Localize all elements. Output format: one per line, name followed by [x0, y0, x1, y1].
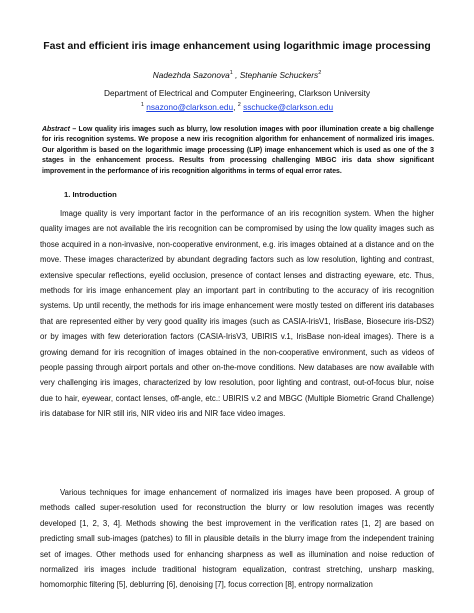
- author-name-2: Stephanie Schuckers: [239, 69, 319, 80]
- email-link-1[interactable]: nsazono@clarkson.edu: [146, 101, 234, 112]
- email-separator: ,: [233, 101, 238, 112]
- email-superscript-1: 1: [140, 102, 144, 108]
- email-superscript-2: 2: [237, 102, 241, 108]
- paper-title: Fast and efficient iris image enhancement using logarithmic image processing: [43, 41, 431, 52]
- abstract-block: [42, 125, 434, 177]
- paragraph-2: Various techniques for image enhancement of normalized iris images have been proposed. A group of methods called super-resolution used for reconstruction the blurry or low resolution images was recently developed [1, 2, 3, 4]. Methods showing the best improvement in the verification rates [1, 2] are based on predicting small sub-images (patches) to fill in plausible details in the blurry image from the independent training set of images. Other methods used for enhancing sharpness as well as illumination and noise reduction of normalized iris images include traditional histogram equalization, contrast stretching, unsharp masking, homomorphic filtering [5], deblurring [6], denoising [7], focus correction [8], entropy normalization: [40, 488, 434, 590]
- author-name-1: Nadezhda Sazonova: [152, 69, 230, 80]
- abstract-label: Abstract –: [42, 126, 77, 133]
- email-link-2[interactable]: sschucke@clarkson.edu: [243, 101, 334, 112]
- author-line: [40, 67, 434, 81]
- affiliation: Department of Electrical and Computer Engineering, Clarkson University: [103, 88, 371, 98]
- email-line: [40, 99, 434, 113]
- author-separator: ,: [232, 69, 240, 80]
- abstract-text: Low quality iris images such as blurry, low resolution images with poor illumination create a big challenge for iris recognition systems. We propose a new iris recognition algorithm for enhancement of normalized iris images. Our algorithm is based on the logarithmic image processing (LIP) image enhancement which is used as one of the 3 stages in the enhancement process. Results from processing challenging MBGC iris data show significant improvement in the performance of iris recognition algorithms in terms of equal error rates.: [42, 126, 434, 175]
- author-superscript-1: 1: [229, 70, 233, 76]
- section-heading-introduction: 1. Introduction: [64, 190, 117, 199]
- paragraph-block-2: [40, 485, 434, 593]
- paragraph-block-1: [40, 206, 434, 422]
- paragraph-1: Image quality is very important factor in the performance of an iris recognition system. When the higher quality images are not available the iris recognition can be compromised by using the low quality images such as those acquired in a non-invasive, non-cooperative environment, e.g. iris images obtained at a distance and on the move. These images characterized by abundant degrading factors such as low resolution, lighting and contrast, extensive specular reflections, eyelid occlusion, presence of contact lenses and distracting eyeware, etc. Thus, methods for iris image enhancement play an important part in contributing to the accuracy of iris recognition systems. Up until recently, the methods for iris image enhancement were mostly tested on different iris databases that are represented either by very good quality iris images (such as CASIA-IrisV1, IrisBase, Biosecure iris-DS2) or by images with few deterioration factors (CASIA-IrisV3, UBIRIS v.1, IrisBase non-ideal images). There is a growing demand for iris recognition of images obtained in the non-cooperative environment, such as videos of people passing through airport portals and other on-the-move conditions. New databases are now available with very challenging iris images, characterized by low resolution, poor lighting and contrast, out-of-focus blur, noise due to hair, eyewear, contact lenses, off-angle, etc.: UBIRIS v.2 and MBGC (Multiple Biometric Grand Challenge) iris database for NIR still iris, NIR video iris and NIR face video images.: [40, 209, 434, 419]
- author-superscript-2: 2: [318, 70, 322, 76]
